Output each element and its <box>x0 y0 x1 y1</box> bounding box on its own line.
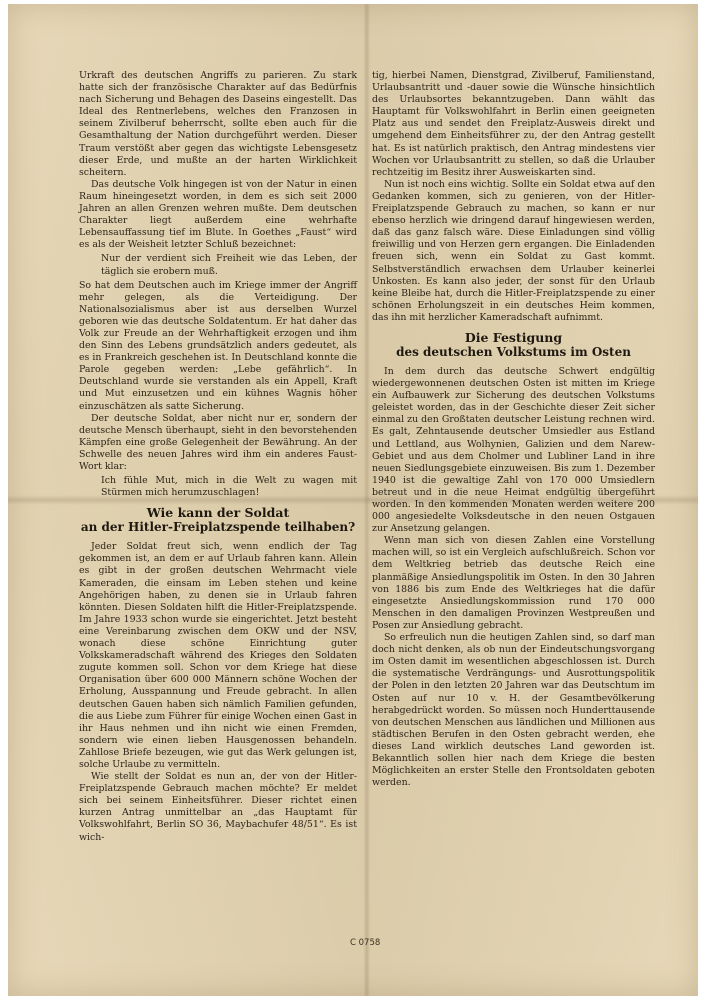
paragraph: Nun ist noch eins wichtig. Sollte ein Soldat etwa auf den Gedanken kommen, sich zu genieren, von der Hitler-Freiplatzspende Gebrauch zu machen, so kann er nur ebenso herzlich wie dringend darauf hingewiesen werden, daß das ganz falsch wäre. Diese Einladungen sind völlig freiwillig und von Herzen gern ergangen. Die Einladenden freuen sich, wenn ein Soldat zu Gast kommt. Selbstverständlich erwachsen dem Urlauber keinerlei Unkosten. Es kann also jeder, der sonst für den Urlaub keine Bleibe hat, durch die Hitler-Freiplatzspende zu einer schönen Erholungszeit in ein deutsches Heim kommen, das ihn mit herzlicher Kameradschaft aufnimmt. <box>372 178 655 323</box>
paragraph: So erfreulich nun die heutigen Zahlen sind, so darf man doch nicht denken, als ob nun der Eindeutschungsvorgang im Osten damit im wesentlichen abgeschlossen ist. Durch die systematische Verdrängungs- und Ausrottungspolitik der Polen in den letzten 20 Jahren war das Deutschtum im Osten auf nur 10 v. H. der Gesamtbevölkerung herabgedrückt worden. So müssen noch Hunderttausende von deutschen Menschen aus ländlichen und Millionen aus städtischen Berufen in den Osten gebracht werden, ehe dieses Land wirklich deutsches Land geworden ist. Bekanntlich sollen hier nach dem Kriege die besten Möglichkeiten an erster Stelle den Frontsoldaten geboten werden. <box>372 632 655 789</box>
heading-line: Wie kann der Soldat <box>146 505 290 521</box>
paragraph: Jeder Soldat freut sich, wenn endlich der Tag gekommen ist, an dem er auf Urlaub fahren kann. Allein es gibt in der großen deutschen Wehrmacht viele Kameraden, die einsam im Leben stehen und keine Angehörigen haben, zu denen sie in Urlaub fahren könnten. Diesen Soldaten hilft die Hitler-Freiplatzspende. Im Jahre 1933 schon wurde sie eingerichtet. Jetzt besteht eine Vereinbarung zwischen dem OKW und der NSV, wonach diese schöne Einrichtung guter Volkskameradschaft während des Krieges den Soldaten zugute kommen soll. Schon vor dem Kriege hat diese Organisation über 600 000 Männern schöne Wochen der Erholung, Ausspannung und Freude gebracht. In allen deutschen Gauen haben sich nämlich Familien gefunden, die aus Liebe zum Führer für einige Wochen einen Gast in ihr Haus nehmen und ihn nicht wie einen Fremden, sondern wie einen lieben Hausgenossen behandeln. Zahllose Briefe bezeugen, wie gut das Werk gelungen ist, solche Urlaube zu vermitteln. <box>79 541 357 770</box>
paragraph: So hat dem Deutschen auch im Kriege immer der Angriff mehr gelegen, als die Verteidigung. Der Nationalsozialismus aber ist aus derselben Wurzel geboren wie das deutsche Soldatentum. Er hat daher das Volk zur Freude an der Wehrhaftigkeit erzogen und ihm den Sinn des Lebens grundsätzlich anders gedeutet, als es in Frankreich geschehen ist. In Deutschland konnte die Parole gegeben werden: „Lebe gefährlich“. In Deutschland wurde sie verstanden als ein Appell, Kraft und Mut einzusetzen und ein kühnes Wagnis höher einzuschätzen als satte Sicherung. <box>79 279 357 412</box>
quote: Ich fühle Mut, mich in die Welt zu wagen mit Stürmen mich herumzuschlagen! <box>101 475 357 499</box>
paragraph: In dem durch das deutsche Schwert endgültig wiedergewonnenen deutschen Osten ist mitten im Kriege ein Aufbauwerk zur Sicherung des deutschen Volkstums geleistet worden, das in der Geschichte dieser Zeit sicher einmal zu den Großtaten deutscher Leistung rechnen wird. Es galt, Zehntausende deutscher Umsiedler aus Estland und Lettland, aus Wolhynien, Galizien und dem Narew-Gebiet und aus dem Cholmer und Lubliner Land in ihre neuen Siedlungsgebiete einzuweisen. Bis zum 1. Dezember 1940 ist die gewaltige Zahl von 170 000 Umsiedlern betreut und in die neue Heimat endgültig übergeführt worden. In den kommenden Monaten werden weitere 200 000 angesiedelte Volksdeutsche in den neuen Ostgauen zur Ansetzung gelangen. <box>372 365 655 535</box>
heading-line: des deutschen Volkstums im Osten <box>396 344 631 359</box>
print-code: C 0758 <box>350 938 381 948</box>
quote: Nur der verdient sich Freiheit wie das Leben, der täglich sie erobern muß. <box>101 253 357 277</box>
paragraph: Der deutsche Soldat, aber nicht nur er, sondern der deutsche Mensch überhaupt, sieht in den bevorstehenden Kämpfen eine große Gelegenheit der Bewährung. An der Schwelle des neuen Jahres wird ihm ein anderes Faust-Wort klar: <box>79 412 357 472</box>
heading-line: Die Festigung <box>464 329 563 345</box>
right-column <box>372 70 655 789</box>
section-heading <box>372 330 655 360</box>
paragraph: Wenn man sich von diesen Zahlen eine Vorstellung machen will, so ist ein Vergleich aufschlußreich. Schon vor dem Weltkrieg betrieb das deutsche Reich eine planmäßige Ansiedlungspolitik im Osten. In den 30 Jahren von 1886 bis zum Ende des Weltkrieges hat die dafür eingesetzte Ansiedlungskommission rund 170 000 Menschen in den damaligen Provinzen Westpreußen und Posen zur Ansiedlung gebracht. <box>372 535 655 631</box>
paragraph: Das deutsche Volk hingegen ist von der Natur in einen Raum hineingesetzt worden, in dem es sich seit 2000 Jahren an allen Grenzen wehren mußte. Dem deutschen Charakter liegt außerdem eine wehrhafte Lebensauffassung tief im Blute. In Goethes „Faust“ wird es als der Weisheit letzter Schluß bezeichnet: <box>79 178 357 251</box>
paragraph: tig, hierbei Namen, Dienstgrad, Zivilberuf, Familienstand, Urlaubsantritt und -dauer sowie die Wünsche hinsichtlich des Urlaubsortes bekanntzugeben. Dann wählt das Hauptamt für Volkswohlfahrt in Berlin einen geeigneten Platz aus und sendet den Freiplatz-Ausweis direkt und umgehend dem Einheitsführer zu, der den Antrag gestellt hat. Es ist natürlich praktisch, den Antrag mindestens vier Wochen vor Urlaubsantritt zu stellen, so daß die Urlauber rechtzeitig im Besitz ihrer Ausweiskarten sind. <box>372 70 655 178</box>
heading-line: an der Hitler-Freiplatzspende teilhaben? <box>80 520 356 535</box>
section-heading <box>79 505 357 535</box>
paragraph: Wie stellt der Soldat es nun an, der von der Hitler-Freiplatzspende Gebrauch machen möchte? Er meldet sich bei seinem Einheitsführer. Dieser richtet einen kurzen Antrag unmittelbar an „das Hauptamt für Volkswohlfahrt, Berlin SO 36, Maybachufer 48/51“. Es ist wich- <box>79 771 357 843</box>
left-column <box>79 70 357 844</box>
paragraph: Urkraft des deutschen Angriffs zu parieren. Zu stark hatte sich der französische Charakter auf das Bedürfnis nach Sicherung und Behagen des Daseins eingestellt. Das Ideal des Rentnerlebens, welches den Franzosen in seinem Zivilberuf beherrscht, sollte eben auch für die Gesamthaltung der Nation durchgeführt werden. Dieser Traum verstößt aber gegen das wichtigste Lebensgesetz dieser Erde, und mußte an der harten Wirklichkeit scheitern. <box>79 70 357 178</box>
